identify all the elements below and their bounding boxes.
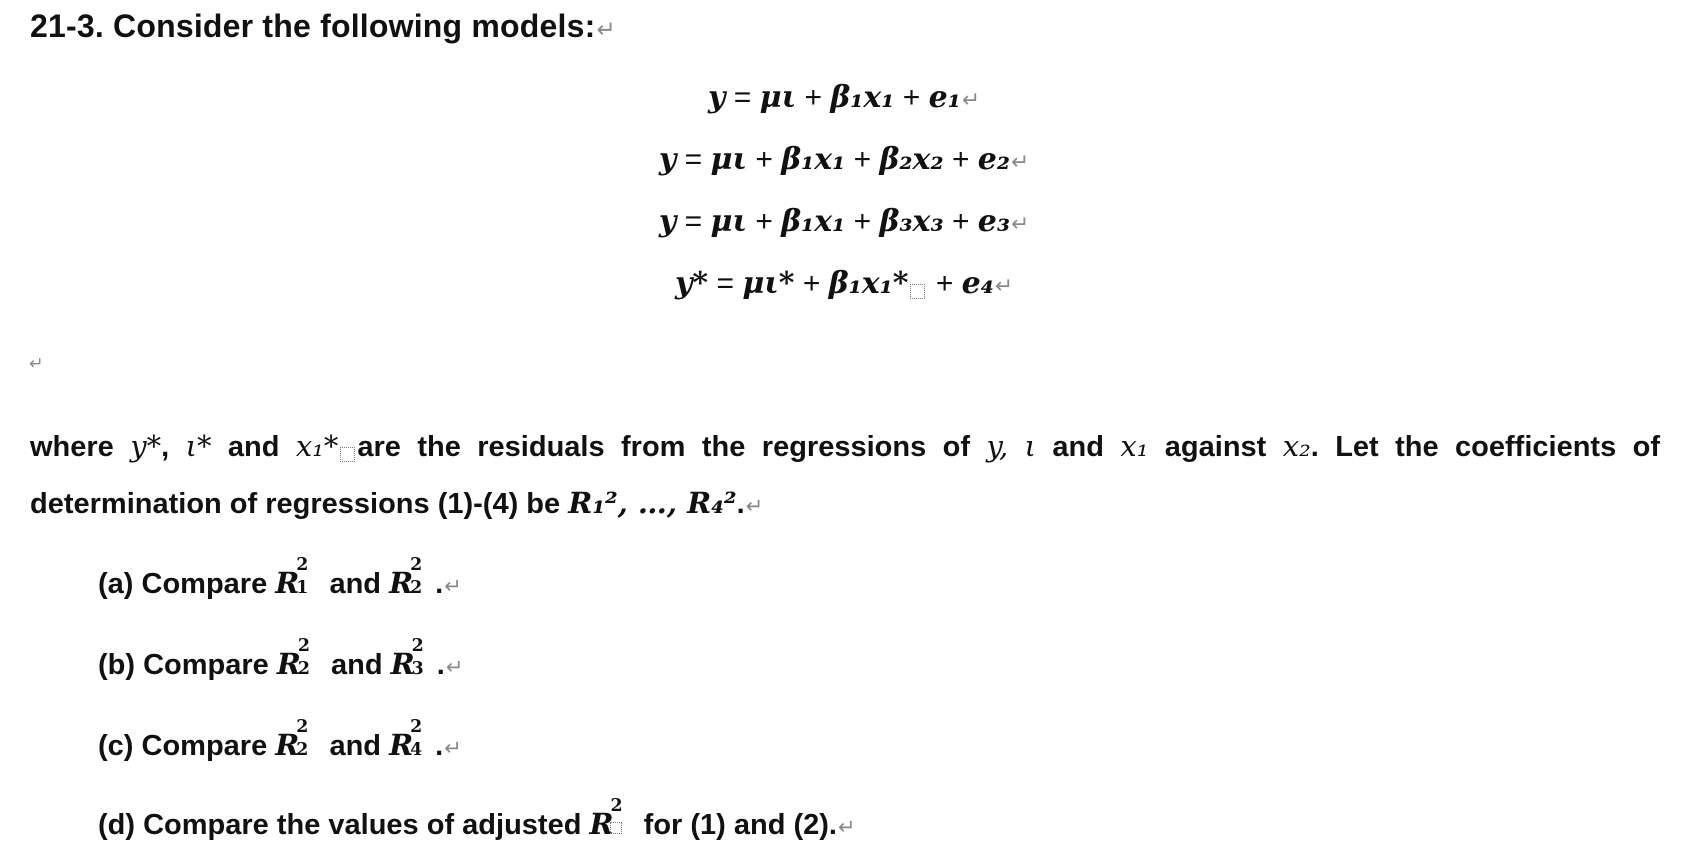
para-word-where: where [30,431,114,463]
para-iota: ι [1024,429,1036,463]
problem-heading [30,8,616,45]
question-item-d [98,796,856,842]
item-c-and: and [329,730,381,762]
item-a-r-squared-left: R 2 1 [275,555,309,600]
para-against: against [1164,431,1267,463]
equation-4: y* = μι* + β₁x₁* + e₄↵ [674,266,1013,301]
heading-text: 21-3. Consider the following models: [30,8,596,44]
item-b-label: (b) Compare [98,649,269,681]
eq1-term-1: μι [759,80,797,115]
paragraph-mark-icon: ↵ [29,354,44,374]
eq2-term-1: μι [710,142,747,177]
item-c-r-squared-left: R 2 2 [275,717,309,762]
eq4-term-1: μι* [742,266,795,301]
item-b-r-squared-right: R 2 3 [390,636,424,681]
equation-2: y = μι + β₁x₁ + β₂x₂ + e₂↵ [658,142,1030,177]
eq3-term-1: μι [710,204,747,239]
paragraph-mark-icon: ↵ [994,274,1013,299]
eq3-term-2: β₁x₁ [781,204,846,239]
paragraph-mark-icon: ↵ [961,88,980,113]
item-c-r-squared-right: R 2 4 [389,717,423,762]
question-item-a: (a) Compare R 2 1 and R 2 2 .↵ [98,555,462,600]
item-b-and: and [331,649,383,681]
para-r-squared-list: R₁², …, R₄² [568,486,737,520]
para-y: y, [986,429,1009,463]
placeholder-box-icon [610,822,622,834]
eq2-error: e₂ [977,142,1011,177]
para-x1-star: x₁* [295,429,339,463]
eq3-lhs: y [658,204,677,239]
paragraph-mark-icon: ↵ [445,655,464,679]
paragraph-mark-icon: ↵ [444,736,462,760]
paragraph-mark-icon: ↵ [745,494,764,518]
eq2-term-2: β₁x₁ [781,142,846,177]
item-a-and: and [329,568,381,600]
question-item-c: (c) Compare R 2 2 and R 2 4 .↵ [98,717,462,762]
paragraph-mark-icon: ↵ [596,17,616,43]
eq2-lhs: y [658,142,677,177]
empty-paragraph [28,348,43,376]
eq1-lhs: y [708,80,726,115]
item-a-r-squared-right: R 2 2 [389,555,423,600]
eq1-error: e₁ [928,80,961,115]
para-text-2: . Let the coefficients of determination of regressions (1)-(4) be [30,431,1660,520]
para-and-1: and [227,431,280,463]
eq3-error: e₃ [977,204,1011,239]
eq4-lhs: y* [674,266,709,301]
placeholder-box-icon [910,284,925,299]
paragraph-mark-icon: ↵ [1011,150,1030,175]
equation-1: y = μι + β₁x₁ + e₁↵ [708,80,980,115]
item-b-r-squared-left: R 2 2 [276,636,310,681]
item-d-label: (d) Compare the values of adjusted [98,809,582,841]
item-d-r-squared: R 2 [589,796,623,841]
eq4-error: e₄ [961,266,994,301]
paragraph-mark-icon: ↵ [1011,212,1030,237]
paragraph-mark-icon: ↵ [838,815,856,839]
eq2-term-3: β₂x₂ [879,142,944,177]
para-and-2: and [1052,431,1104,463]
paragraph-mark-icon: ↵ [444,574,462,598]
para-x2: x₂ [1282,429,1311,463]
eq4-term-2: β₁x₁* [828,266,909,301]
item-a-label: (a) Compare [98,568,268,600]
item-c-label: (c) Compare [98,730,268,762]
question-item-b: (b) Compare R 2 2 and R 2 3 .↵ [98,636,464,681]
equation-3: y = μι + β₁x₁ + β₃x₃ + e₃↵ [658,204,1030,239]
item-d-tail: for (1) and (2). [643,809,837,841]
eq3-term-3: β₃x₃ [879,204,944,239]
para-y-star: y* [130,429,162,463]
para-x1: x₁ [1120,429,1149,463]
para-iota-star: ι* [185,429,212,463]
eq1-term-2: β₁x₁ [830,80,895,115]
body-paragraph: where y*, ι* and x₁* are the residuals from the regressions of y, ι and x₁ against x₂. Let the coefficients of determination of regressions (1)-(4) be R₁², …, R₄².↵ [30,429,1660,520]
para-text-1: are the residuals from the regressions of [357,431,971,463]
placeholder-box-icon [340,447,355,462]
